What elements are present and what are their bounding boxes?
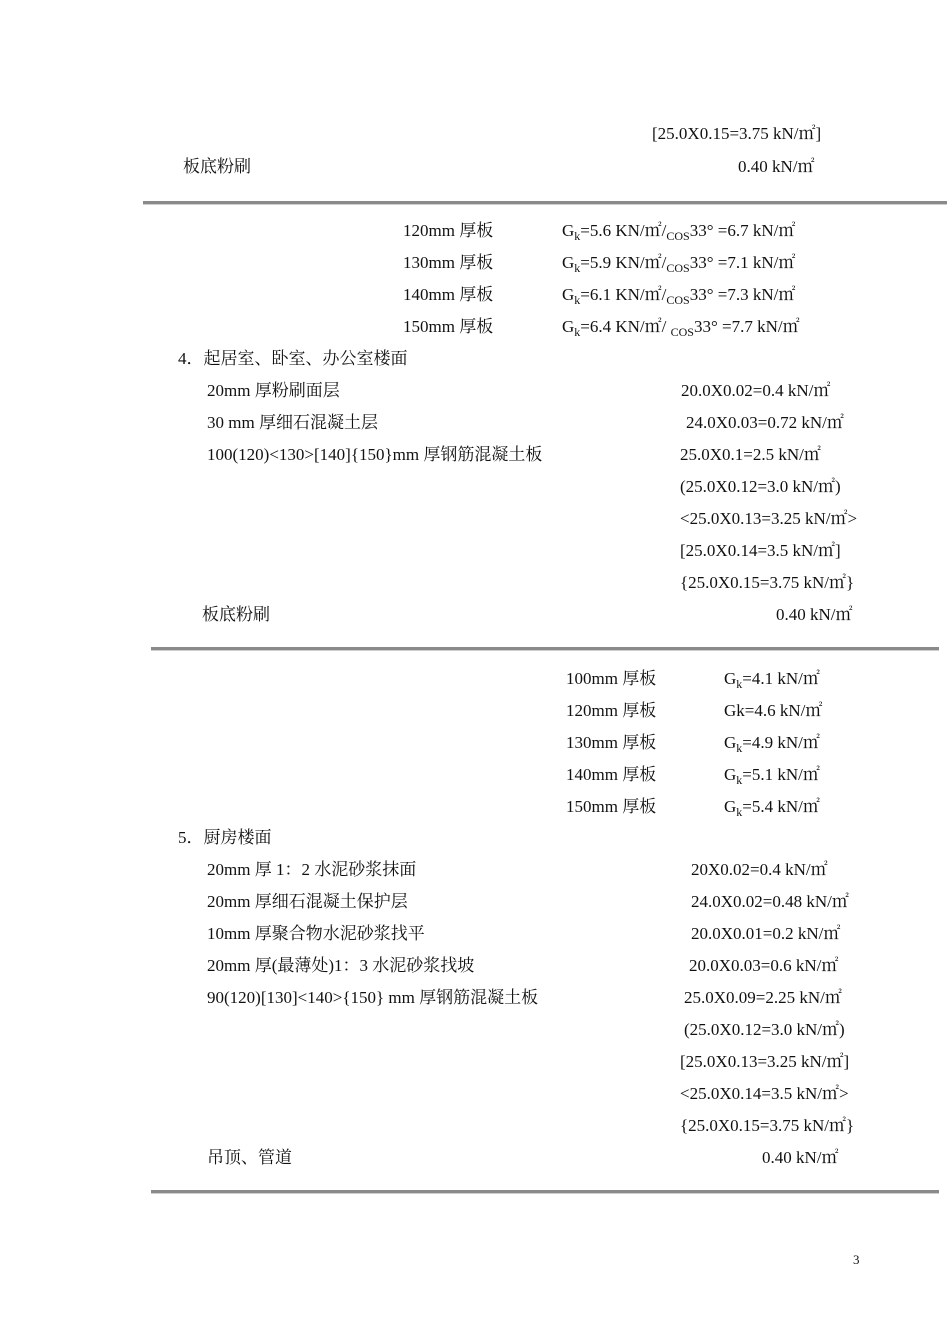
divider <box>151 647 939 651</box>
layer-label: 30 mm 厚细石混凝土层 <box>207 413 378 432</box>
plaster-label: 板底粉刷 <box>202 605 270 624</box>
gk-formula: $G_k=5.1$ kN/㎡ <box>724 765 820 787</box>
ceiling-value: 0.40 kN/㎡ <box>762 1148 839 1167</box>
gk-formula: Gk=4.6 kN/㎡ <box>724 701 823 720</box>
gk-thickness: 150mm 厚板 <box>566 797 657 816</box>
gk-thickness: 120mm 厚板 <box>566 701 657 720</box>
layer-value: 20.0X0.02=0.4 kN/㎡ <box>681 381 831 400</box>
layer-value: 25.0X0.1=2.5 kN/㎡ <box>680 445 821 464</box>
layer-value: 24.0X0.02=0.48 kN/㎡ <box>691 892 849 911</box>
alt-slab-value: [25.0X0.14=3.5 kN/㎡] <box>680 541 841 560</box>
alt-slab-value: <25.0X0.13=3.25 kN/㎡> <box>680 509 858 528</box>
layer-label: 10mm 厚聚合物水泥砂浆找平 <box>207 924 425 943</box>
layer-value: 25.0X0.09=2.25 kN/㎡ <box>684 988 842 1007</box>
alt-slab-value: (25.0X0.12=3.0 kN/㎡) <box>680 477 841 496</box>
layer-label: 20mm 厚 1：2 水泥砂浆抹面 <box>207 860 417 879</box>
alt-slab-value: (25.0X0.12=3.0 kN/㎡) <box>684 1020 845 1039</box>
alt-slab-value: {25.0X0.15=3.75 kN/㎡} <box>680 1116 855 1135</box>
ceiling-label: 吊顶、管道 <box>207 1148 292 1167</box>
slab-150-value: [25.0X0.15=3.75 kN/㎡] <box>652 124 822 143</box>
divider <box>143 201 947 205</box>
layer-label: 100(120)<130>[140]{150}mm 厚钢筋混凝土板 <box>207 445 543 464</box>
layer-label: 20mm 厚粉刷面层 <box>207 381 340 400</box>
gk-formula: $G_k=4.1$ kN/㎡ <box>724 669 820 691</box>
plaster-value: 0.40 kN/㎡ <box>776 605 853 624</box>
gk-thickness: 120mm 厚板 <box>403 221 494 240</box>
gk-formula: $G_k=5.4$ kN/㎡ <box>724 797 820 819</box>
plaster-value: 0.40 kN/㎡ <box>738 157 815 176</box>
gk-formula: $G_k=4.9$ kN/㎡ <box>724 733 820 755</box>
layer-label: 20mm 厚细石混凝土保护层 <box>207 892 408 911</box>
layer-label: 20mm 厚(最薄处)1：3 水泥砂浆找坡 <box>207 956 475 975</box>
gk-thickness: 140mm 厚板 <box>403 285 494 304</box>
gk-formula: $G_k=6.1$ $KN/㎡/_{COS}33^\circ =7.3$ kN/㎡ <box>562 285 796 307</box>
gk-thickness: 100mm 厚板 <box>566 669 657 688</box>
gk-thickness: 130mm 厚板 <box>566 733 657 752</box>
layer-value: 20X0.02=0.4 kN/㎡ <box>691 860 828 879</box>
alt-slab-value: [25.0X0.13=3.25 kN/㎡] <box>680 1052 850 1071</box>
gk-thickness: 150mm 厚板 <box>403 317 494 336</box>
gk-thickness: 130mm 厚板 <box>403 253 494 272</box>
gk-formula: $G_k=5.6$ $KN/㎡/_{COS}33^\circ =6.7$ kN/㎡ <box>562 221 796 243</box>
layer-label: 90(120)[130]<140>{150} mm 厚钢筋混凝土板 <box>207 988 539 1007</box>
gk-formula: $G_k=6.4$ KN/㎡/ $_{COS}$33° =7.7 kN/㎡ <box>562 317 800 339</box>
section-5-title: 5．厨房楼面 <box>178 828 272 847</box>
layer-value: 20.0X0.03=0.6 kN/㎡ <box>689 956 839 975</box>
gk-formula: $G_k=5.9$ $KN/㎡/_{COS}33^\circ =7.1$ kN/㎡ <box>562 253 796 275</box>
plaster-label: 板底粉刷 <box>183 157 251 176</box>
divider <box>151 1190 939 1194</box>
section-4-title: 4．起居室、卧室、办公室楼面 <box>178 349 408 368</box>
gk-thickness: 140mm 厚板 <box>566 765 657 784</box>
page-number: 3 <box>853 1252 860 1267</box>
layer-value: 20.0X0.01=0.2 kN/㎡ <box>691 924 841 943</box>
alt-slab-value: {25.0X0.15=3.75 kN/㎡} <box>680 573 855 592</box>
layer-value: 24.0X0.03=0.72 kN/㎡ <box>686 413 844 432</box>
alt-slab-value: <25.0X0.14=3.5 kN/㎡> <box>680 1084 849 1103</box>
